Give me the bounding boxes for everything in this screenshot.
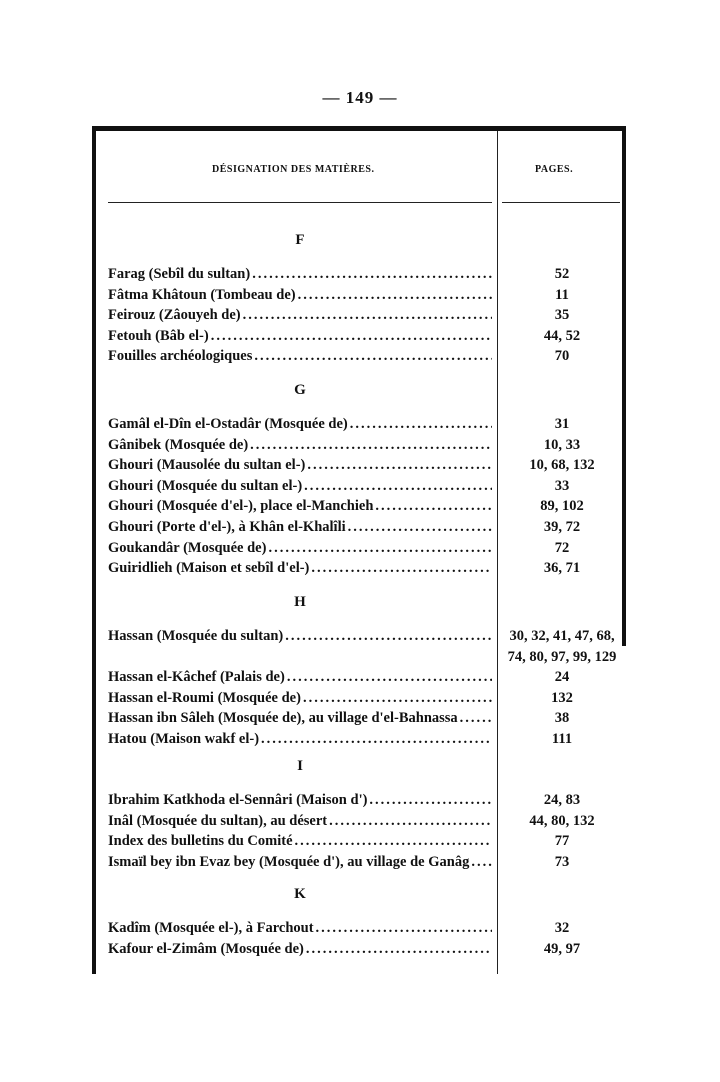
index-entry [108, 519, 492, 539]
pages-header: PAGES. [535, 164, 574, 175]
entry-pages: 30, 32, 41, 47, 68, [509, 628, 615, 644]
leader-dots [348, 519, 492, 536]
entry-pages: 49, 97 [543, 940, 581, 957]
index-entry [108, 854, 492, 874]
entry-label: Hassan el-Roumi (Mosquée de) [108, 689, 301, 706]
index-entry [108, 941, 492, 961]
leader-dots [375, 498, 492, 515]
leader-dots [350, 416, 492, 433]
index-entry [108, 669, 492, 689]
entry-label: Hassan el-Kâchef (Palais de) [108, 669, 285, 686]
entry-label: Kadîm (Mosquée el-), à Farchout [108, 920, 314, 936]
index-entry [108, 813, 492, 833]
leader-dots [295, 833, 492, 850]
entry-label: Fetouh (Bâb el-) [108, 327, 209, 344]
index-entry [108, 457, 492, 477]
section-letter: H [294, 594, 306, 610]
entry-label: Gamâl el-Dîn el-Ostadâr (Mosquée de) [108, 416, 348, 432]
entry-label: Ghouri (Mosquée d'el-), place el-Manchieh [108, 498, 374, 515]
leader-dots [303, 690, 492, 707]
entry-label: Ghouri (Porte d'el-), à Khân el-Khalîli [108, 519, 346, 535]
entry-label: Goukandâr (Mosquée de) [108, 539, 267, 556]
entry-label: Inâl (Mosquée du sultan), au désert [108, 812, 328, 829]
entry-pages: 24 [554, 669, 570, 686]
entry-pages: 35 [554, 307, 570, 324]
index-entry [108, 731, 492, 751]
index-entry [108, 710, 492, 730]
leader-dots [307, 457, 492, 474]
entry-label: Index des bulletins du Comité [108, 833, 293, 850]
section-letter: I [297, 758, 303, 774]
index-entry [108, 287, 492, 307]
leader-dots [254, 348, 492, 365]
index-entry [108, 833, 492, 853]
leader-dots [471, 854, 492, 871]
entry-pages: 36, 71 [543, 560, 581, 577]
left-rule [92, 126, 96, 974]
index-entry [108, 560, 492, 580]
entry-label: Hatou (Maison wakf el-) [108, 731, 260, 747]
entry-pages: 38 [554, 710, 570, 727]
leader-dots [460, 710, 492, 727]
leader-dots [252, 266, 492, 283]
entry-pages: 52 [554, 266, 570, 282]
index-entry [108, 628, 492, 648]
entry-pages: 24, 83 [543, 792, 581, 808]
entry-pages: 111 [551, 731, 573, 747]
section-letter: K [294, 886, 306, 902]
entry-pages: 44, 80, 132 [529, 812, 595, 829]
leader-dots [369, 792, 492, 809]
entry-label: Ghouri (Mausolée du sultan el-) [108, 457, 306, 474]
entry-pages-continued: 74, 80, 97, 99, 129 [507, 648, 617, 665]
leader-dots [268, 540, 492, 557]
index-entry [108, 348, 492, 368]
entry-label: Fâtma Khâtoun (Tombeau de) [108, 286, 296, 303]
leader-dots [211, 328, 492, 345]
header-rule [502, 202, 620, 203]
header-rule [108, 202, 492, 203]
page-number: — 149 — [322, 88, 398, 107]
entry-pages: 44, 52 [543, 327, 581, 344]
section-letter: F [295, 232, 305, 248]
entry-pages: 70 [554, 348, 570, 365]
index-entry [108, 416, 492, 436]
entry-pages: 72 [554, 539, 570, 556]
entry-pages: 73 [554, 853, 570, 870]
entry-label: Farag (Sebîl du sultan) [108, 266, 251, 282]
index-entry [108, 437, 492, 457]
entry-label: Fouilles archéologiques [108, 348, 253, 365]
entry-pages: 32 [554, 920, 570, 936]
leader-dots [304, 478, 492, 495]
index-entry [108, 328, 492, 348]
entry-label: Ismaïl bey ibn Evaz bey (Mosquée d'), au village de Ganâg [108, 853, 470, 870]
entry-label: Hassan (Mosquée du sultan) [108, 628, 284, 644]
index-entry [108, 307, 492, 327]
entry-pages: 31 [554, 416, 570, 432]
entry-label: Ghouri (Mosquée du sultan el-) [108, 477, 303, 494]
entry-label: Ibrahim Katkhoda el-Sennâri (Maison d') [108, 792, 368, 808]
leader-dots [261, 731, 492, 748]
entry-pages: 89, 102 [540, 498, 584, 515]
entry-pages: 10, 33 [543, 436, 581, 453]
entry-label: Hassan ibn Sâleh (Mosquée de), au village d'el-Bahnassa [108, 710, 458, 727]
entry-pages: 39, 72 [543, 519, 581, 535]
index-entry [108, 498, 492, 518]
designation-header: DÉSIGNATION DES MATIÈRES. [212, 164, 375, 175]
entry-pages: 10, 68, 132 [529, 457, 595, 474]
entry-label: Guiridlieh (Maison et sebîl d'el-) [108, 560, 310, 577]
index-table [92, 126, 626, 974]
entry-label: Feirouz (Zâouyeh de) [108, 307, 241, 324]
entry-pages: 132 [551, 689, 573, 706]
entry-label: Kafour el-Zimâm (Mosquée de) [108, 940, 304, 957]
index-entry [108, 266, 492, 286]
entry-pages: 11 [555, 286, 569, 303]
leader-dots [285, 628, 492, 645]
leader-dots [306, 941, 492, 958]
leader-dots [311, 560, 492, 577]
index-entry [108, 792, 492, 812]
index-entry [108, 478, 492, 498]
index-entry [108, 690, 492, 710]
column-divider [497, 131, 498, 974]
section-letter: G [294, 382, 306, 398]
leader-dots [287, 669, 492, 686]
leader-dots [329, 813, 492, 830]
leader-dots [316, 920, 492, 937]
index-entry [108, 920, 492, 940]
entry-pages: 33 [554, 477, 570, 494]
index-entry [108, 540, 492, 560]
leader-dots [298, 287, 492, 304]
entry-label: Gânibek (Mosquée de) [108, 436, 249, 453]
leader-dots [250, 437, 492, 454]
entry-pages: 77 [554, 833, 570, 850]
top-rule [92, 126, 626, 131]
leader-dots [243, 307, 492, 324]
